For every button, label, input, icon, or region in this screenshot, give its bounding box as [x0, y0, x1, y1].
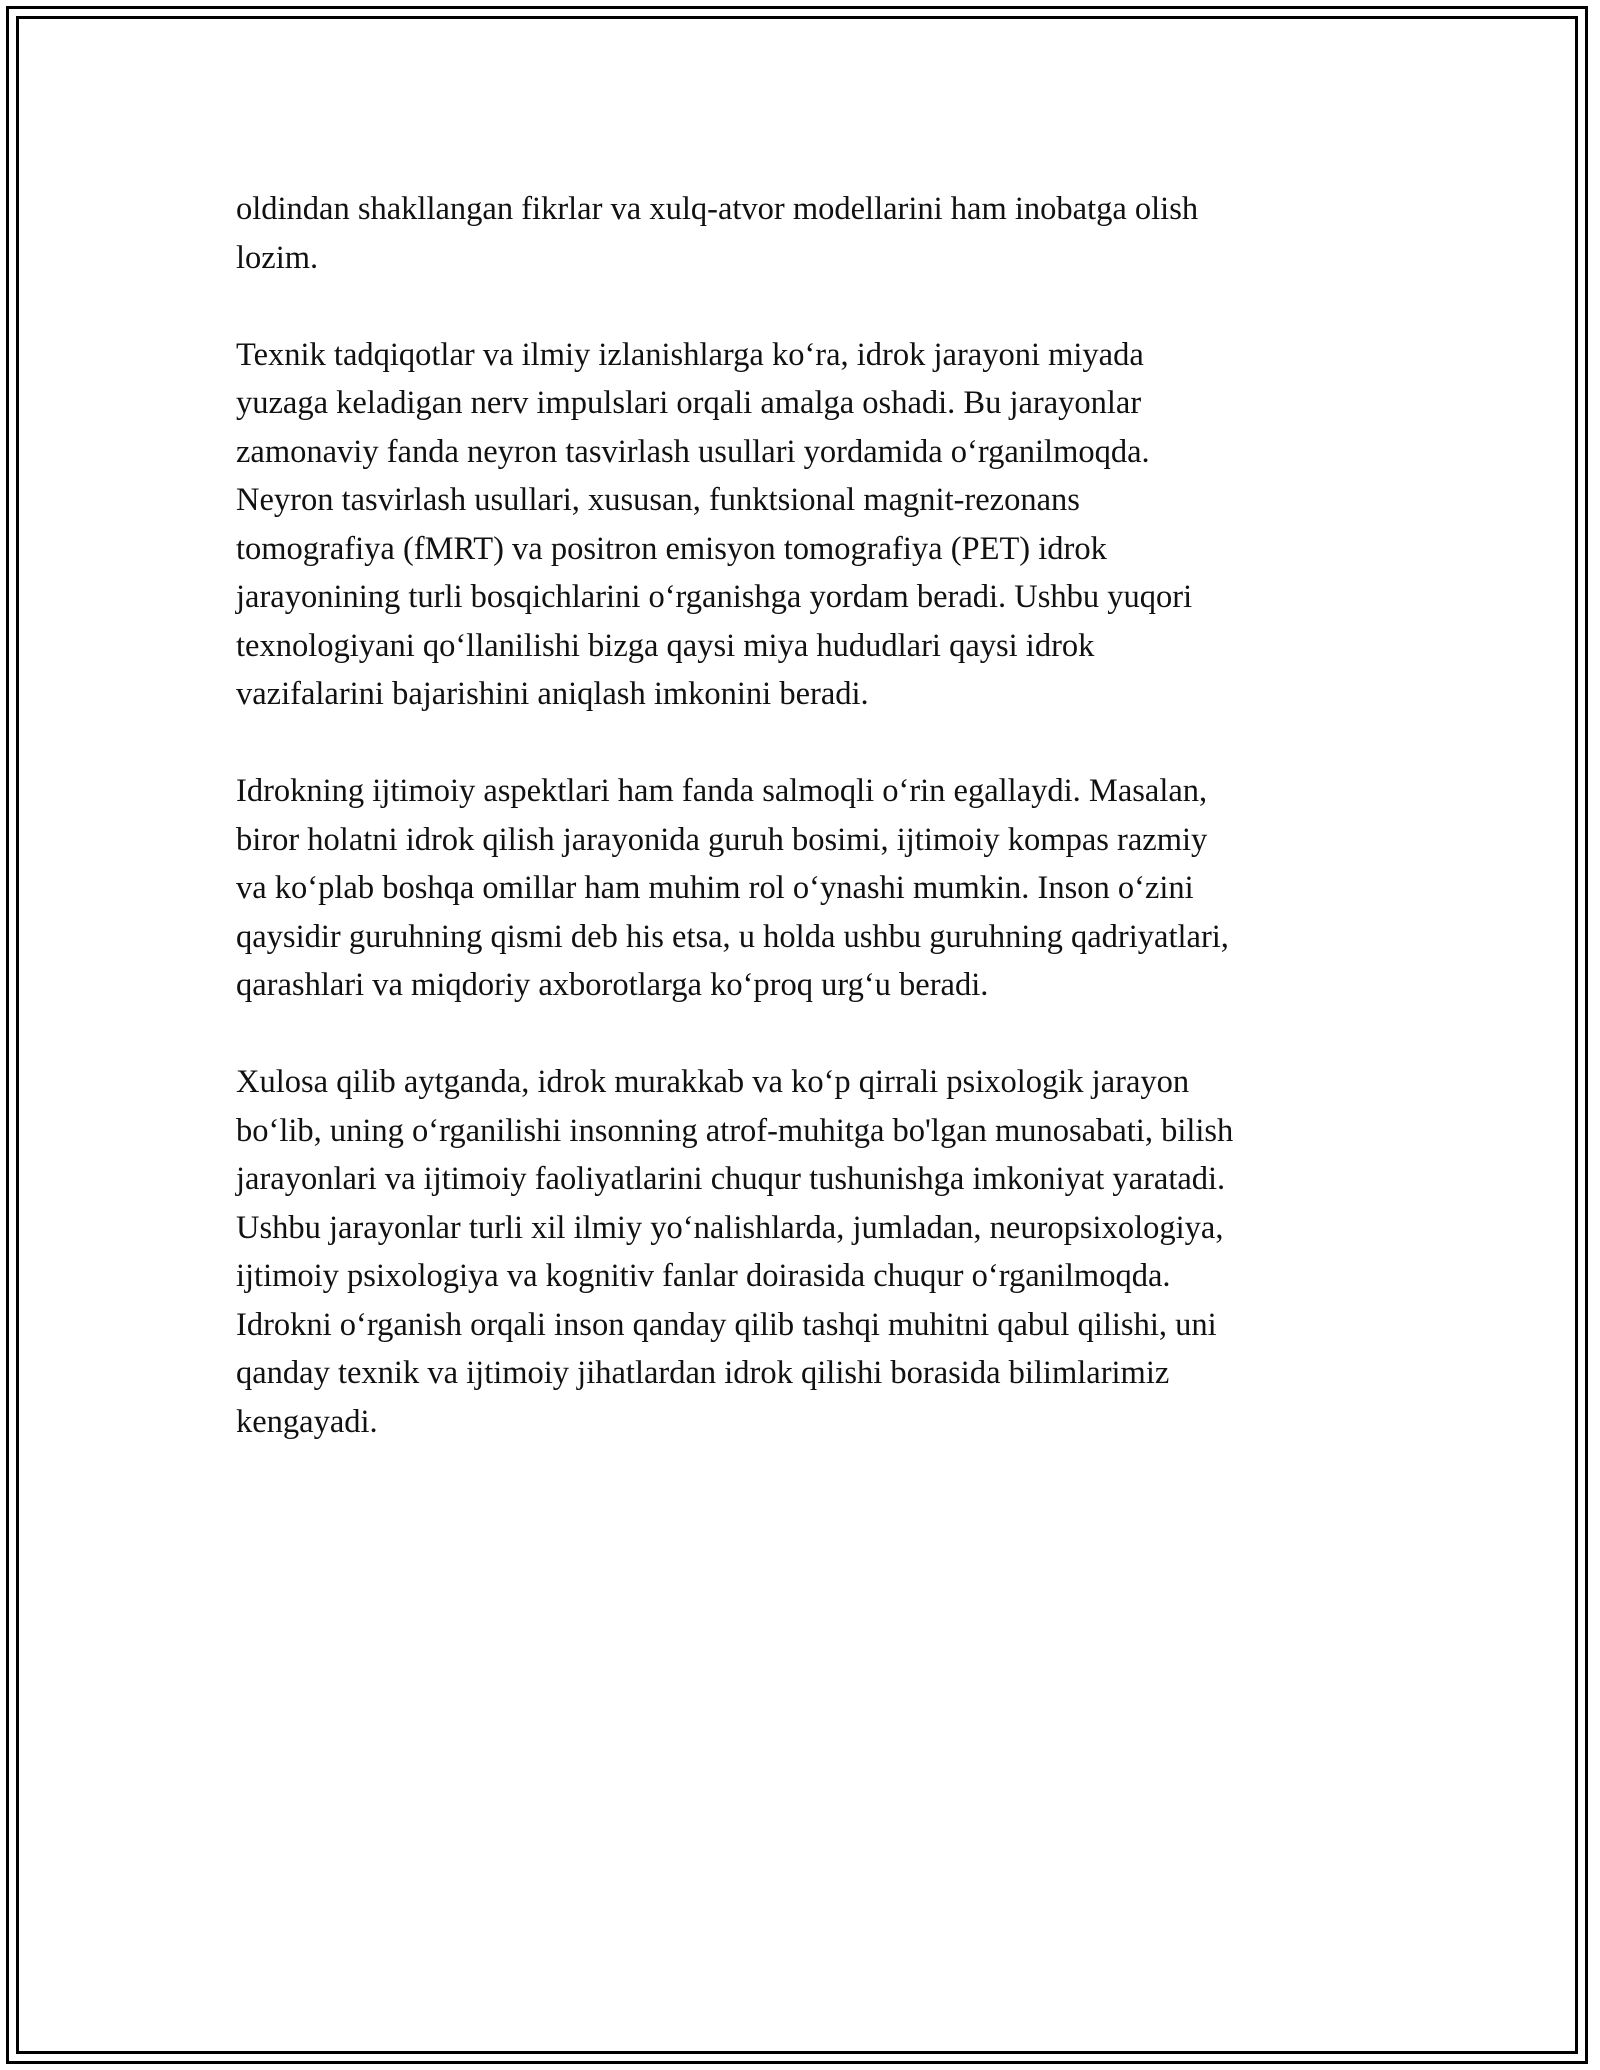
- paragraph-2: Texnik tadqiqotlar va ilmiy izlanishlarga koʻra, idrok jarayoni miyada yuzaga keladigan nerv impulslari orqali amalga oshadi. Bu jarayonlar zamonaviy fanda neyron tasvirlash usullari yordamida oʻrganilmoqda. Neyron tasvirlash usullari, xususan, funktsional magnit-rezonans tomografiya (fMRT) va positron emisyon tomografiya (PET) idrok jarayonining turli bosqichlarini oʻrganishga yordam beradi. Ushbu yuqori texnologiyani qoʻllanilishi bizga qaysi miya hududlari qaysi idrok vazifalarini bajarishini aniqlash imkonini beradi.: [236, 336, 1193, 712]
- document-body: [236, 185, 1376, 1495]
- paragraph-4: Xulosa qilib aytganda, idrok murakkab va koʻp qirrali psixologik jarayon boʻlib, uning oʻrganilishi insonning atrof-muhitga bo'lgan munosabati, bilish jarayonlari va ijtimoiy faoliyatlarini chuqur tushunishga imkoniyat yaratadi. Ushbu jarayonlar turli xil ilmiy yoʻnalishlarda, jumladan, neuropsixologiya, ijtimoiy psixologiya va kognitiv fanlar doirasida chuqur oʻrganilmoqda. Idrokni oʻrganish orqali inson qanday qilib tashqi muhitni qabul qilishi, uni qanday texnik va ijtimoiy jihatlardan idrok qilishi borasida bilimlarimiz kengayadi.: [236, 1064, 1234, 1440]
- paragraph-3: Idrokning ijtimoiy aspektlari ham fanda salmoqli oʻrin egallaydi. Masalan, biror holatni idrok qilish jarayonida guruh bosimi, ijtimoiy kompas razmiy va koʻplab boshqa omillar ham muhim rol oʻynashi mumkin. Inson oʻzini qaysidir guruhning qismi deb his etsa, u holda ushbu guruhning qadriyatlari, qarashlari va miqdoriy axborotlarga koʻproq urgʻu beradi.: [236, 773, 1229, 1003]
- paragraph-1: oldindan shakllangan fikrlar va xulq-atvor modellarini ham inobatga olish lozim.: [236, 191, 1199, 276]
